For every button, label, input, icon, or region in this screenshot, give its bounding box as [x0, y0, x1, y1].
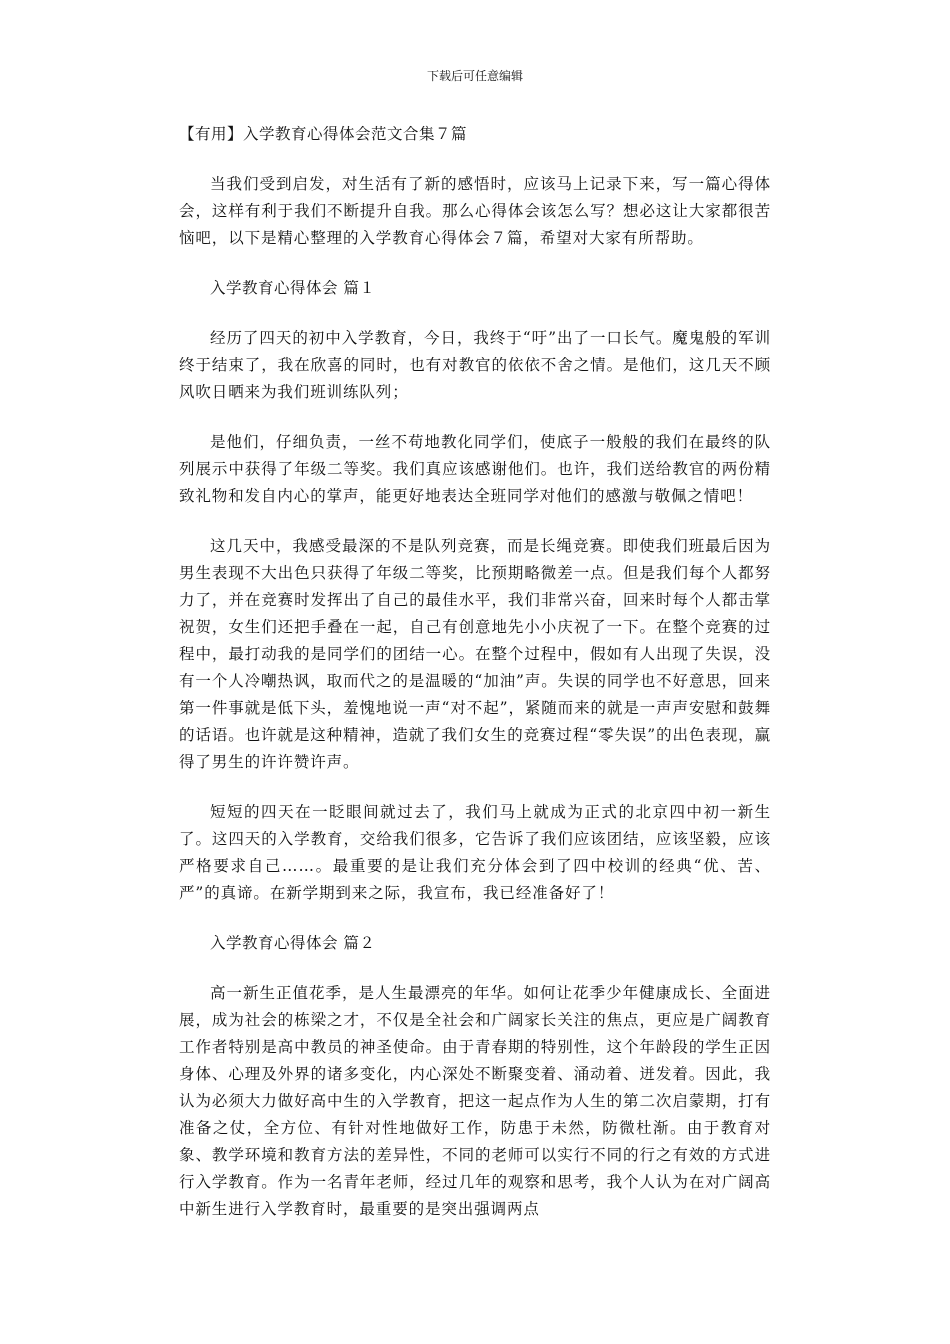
paragraph: 经历了四天的初中入学教育，今日，我终于“吁”出了一口长气。魔鬼般的军训终于结束了，我在欣喜的同时，也有对教官的依依不舍之情。是他们，这几天不顾风吹日晒来为我们班训练队列；	[179, 329, 771, 401]
page-header-note: 下载后可任意编辑	[426, 69, 523, 83]
section-heading-2: 入学教育心得体会 篇２	[210, 934, 376, 952]
document-body	[179, 120, 771, 1223]
paragraph: 短短的四天在一眨眼间就过去了，我们马上就成为正式的北京四中初一新生了。这四天的入学教育，交给我们很多，它告诉了我们应该团结，应该坚毅，应该严格要求自己……。最重要的是让我们充分体会到了四中校训的经典“优、苦、严”的真谛。在新学期到来之际，我宣布，我已经准备好了！	[179, 803, 771, 902]
paragraph: 高一新生正值花季，是人生最漂亮的年华。如何让花季少年健康成长、全面进展，成为社会的栋梁之才，不仅是全社会和广阔家长关注的焦点，更应是广阔教育工作者特别是高中教员的神圣使命。由于青春期的特别性，这个年龄段的学生正因身体、心理及外界的诸多变化，内心深处不断聚变着、涌动着、迸发着。因此，我认为必须大力做好高中生的入学教育，把这一起点作为人生的第二次启蒙期，打有准备之仗，全方位、有针对性地做好工作，防患于未然，防微杜渐。由于教育对象、教学环境和教育方法的差异性，不同的老师可以实行不同的行之有效的方式进行入学教育。作为一名青年老师，经过几年的观察和思考，我个人认为在对广阔高中新生进行入学教育时，最重要的是突出强调两点	[179, 984, 771, 1218]
paragraph: 这几天中，我感受最深的不是队列竞赛，而是长绳竞赛。即使我们班最后因为男生表现不大出色只获得了年级二等奖，比预期略微差一点。但是我们每个人都努力了，并在竞赛时发挥出了自己的最佳水平，我们非常兴奋，回来时每个人都击掌祝贺，女生们还把手叠在一起，自己有创意地先小小庆祝了一下。在整个竞赛的过程中，最打动我的是同学们的团结一心。在整个过程中，假如有人出现了失误，没有一个人冷嘲热讽，取而代之的是温暖的“加油”声。失误的同学也不好意思，回来第一件事就是低下头，羞愧地说一声“对不起”，紧随而来的就是一声声安慰和鼓舞的话语。也许就是这种精神，造就了我们女生的竞赛过程“零失误”的出色表现，赢得了男生的许许赞许声。	[179, 537, 771, 771]
section-heading-1: 入学教育心得体会 篇１	[210, 279, 376, 297]
paragraph: 是他们，仔细负责，一丝不苟地教化同学们，使底子一般般的我们在最终的队列展示中获得了年级二等奖。我们真应该感谢他们。也许，我们送给教官的两份精致礼物和发自内心的掌声，能更好地表达全班同学对他们的感激与敬佩之情吧！	[179, 433, 771, 505]
intro-paragraph: 当我们受到启发，对生活有了新的感悟时，应该马上记录下来，写一篇心得体会，这样有利于我们不断提升自我。那么心得体会该怎么写？想必这让大家都很苦恼吧，以下是精心整理的入学教育心得体会７篇，希望对大家有所帮助。	[179, 175, 771, 247]
document-title: 【有用】入学教育心得体会范文合集７篇	[179, 125, 468, 143]
